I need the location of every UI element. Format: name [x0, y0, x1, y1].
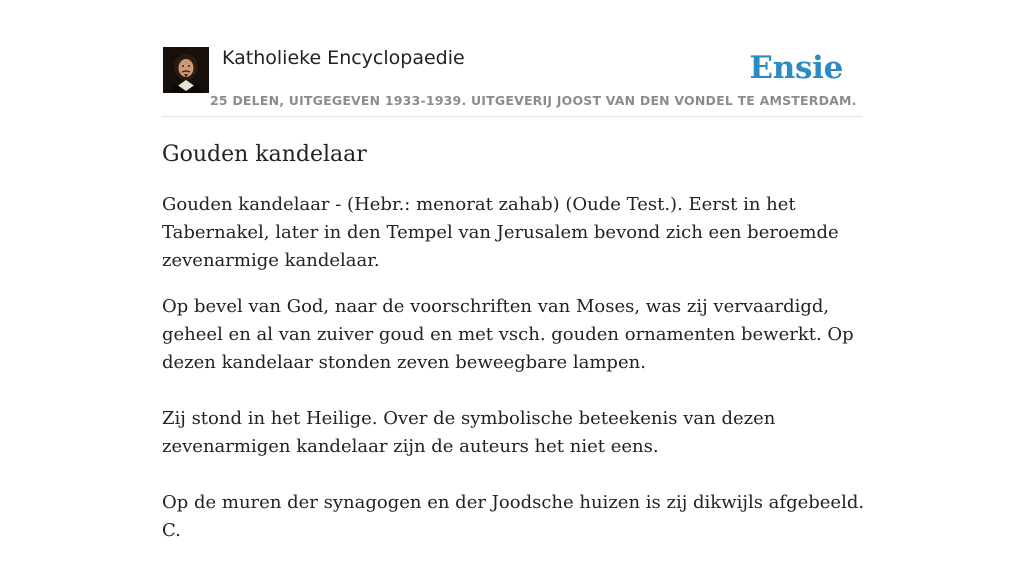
portrait-avatar-icon[interactable] — [163, 47, 209, 93]
article-paragraph: Zij stond in het Heilige. Over de symbolische beteekenis van dezen zevenarmigen kandelaar zijn de auteurs het niet eens. — [162, 408, 776, 457]
book-subtitle: 25 DELEN, UITGEGEVEN 1933-1939. UITGEVERIJ JOOST VAN DEN VONDEL TE AMSTERDAM. — [210, 93, 857, 108]
article-paragraph: Gouden kandelaar - (Hebr.: menorat zahab) (Oude Test.). Eerst in het Tabernakel, later in den Tempel van Jerusalem bevond zich een beroemde zevenarmige kandelaar. — [162, 194, 839, 271]
portrait-icon — [163, 47, 209, 93]
article-paragraph: Op de muren der synagogen en der Joodsche huizen is zij dikwijls afgebeeld. C. — [162, 492, 865, 541]
article-title: Gouden kandelaar — [162, 142, 367, 167]
book-header — [162, 46, 862, 117]
ensie-logo-link[interactable]: Ensie — [749, 50, 843, 86]
book-title[interactable]: Katholieke Encyclopaedie — [222, 47, 465, 69]
article-paragraph: Op bevel van God, naar de voorschriften van Moses, was zij vervaardigd, geheel en al van zuiver goud en met vsch. gouden ornamenten bewerkt. Op dezen kandelaar stonden zeven beweegbare lampen. — [162, 296, 854, 373]
article — [162, 140, 867, 563]
